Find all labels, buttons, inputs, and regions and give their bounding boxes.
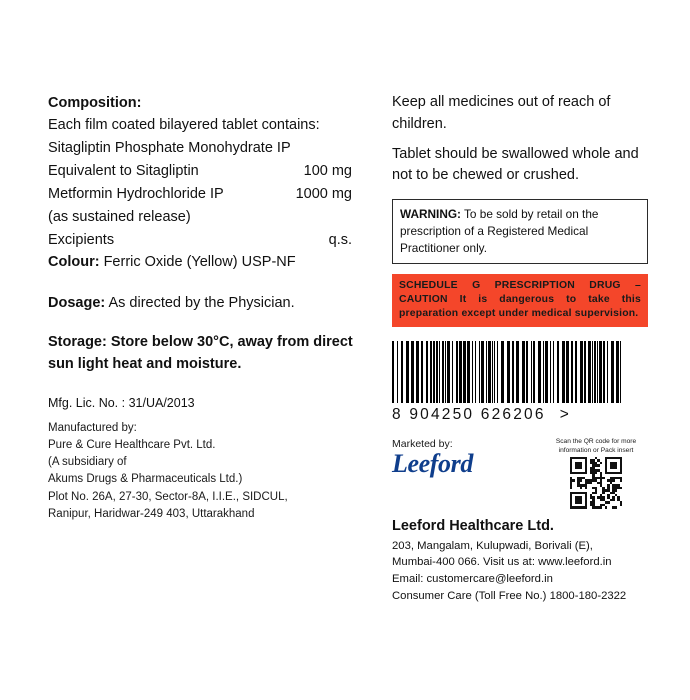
schedule-g-box: SCHEDULE G PRESCRIPTION DRUG – CAUTION It is dangerous to take this preparation except under medical supervision. [392,274,648,327]
manufacturer-line: Akums Drugs & Pharmaceuticals Ltd.) [48,473,243,486]
address-line: Consumer Care (Toll Free No.) 1800-180-2322 [392,589,627,602]
warning-label: WARNING: [400,207,461,221]
colour-row [48,251,374,273]
address-line: 203, Mangalam, Kulupwadi, Borivali (E), [392,539,593,552]
ingredient-list [48,137,374,252]
ingredient-row [48,206,374,229]
barcode-image [392,341,624,403]
ingredient-name: Excipients [48,231,115,248]
ingredient-name: Metformin Hydrochloride IP [48,185,224,202]
warning-text: To be sold by retail on the prescription of a Registered Medical Practitioner only. [400,207,599,255]
storage-text: Storage: Store below 30°C, away from direct sun light heat and moisture. [48,334,353,373]
dosage-label: Dosage: [48,294,106,311]
composition-subheading: Each film coated bilayered tablet contains: [48,117,320,134]
ingredient-row [48,160,374,183]
label-columns [48,92,648,605]
manufacturer-line: Ranipur, Haridwar-249 403, Uttarakhand [48,507,255,520]
barcode-number: 8 904250 626206 > [392,406,571,424]
qr-block [544,438,648,508]
ingredient-value: 100 mg [303,162,352,179]
ingredient-value [352,206,374,229]
marketed-by-label: Marketed by: [392,438,453,451]
colour-label: Colour: [48,254,100,271]
ingredient-row [48,137,374,160]
ingredient-value: q.s. [328,231,352,248]
composition-heading: Composition: [48,95,142,111]
ingredient-value [352,137,374,160]
manufacturer-line: Manufactured by: [48,421,137,434]
ingredient-row [48,229,374,252]
brand-logo: Leeford [392,449,473,479]
address-line: Mumbai-400 066. Visit us at: www.leeford.in [392,556,612,569]
barcode-block [392,341,624,424]
colour-value: Ferric Oxide (Yellow) USP-NF [103,254,296,271]
address-line: Email: customercare@leeford.in [392,573,553,586]
dosage-row [48,292,374,314]
ingredient-name: Equivalent to Sitagliptin [48,162,199,179]
qr-code-icon[interactable] [570,457,622,509]
dosage-value: As directed by the Physician. [108,294,295,311]
ingredient-row [48,183,374,206]
company-name: Leeford Healthcare Ltd. [392,517,554,534]
manufacturer-line: (A subsidiary of [48,456,127,469]
ingredient-name: (as sustained release) [48,208,191,225]
warning-box [392,199,648,264]
right-column [392,92,648,605]
left-column [48,92,374,605]
mfg-licence-number: Mfg. Lic. No. : 31/UA/2013 [48,395,195,410]
manufacturer-block [48,420,374,524]
marketer-brand [392,438,544,477]
ingredient-name: Sitagliptin Phosphate Monohydrate IP [48,139,291,156]
keep-out-of-reach-text: Keep all medicines out of reach of children. [392,94,611,132]
company-address [392,538,648,605]
manufacturer-line: Pure & Cure Healthcare Pvt. Ltd. [48,438,216,451]
qr-caption: Scan the QR code for more information or Pack insert [555,438,637,454]
ingredient-value: 1000 mg [295,185,352,202]
manufacturer-line: Plot No. 26A, 27-30, Sector-8A, I.I.E., SIDCUL, [48,490,288,503]
marketer-block [392,438,648,508]
swallow-whole-text: Tablet should be swallowed whole and not to be chewed or crushed. [392,145,639,184]
